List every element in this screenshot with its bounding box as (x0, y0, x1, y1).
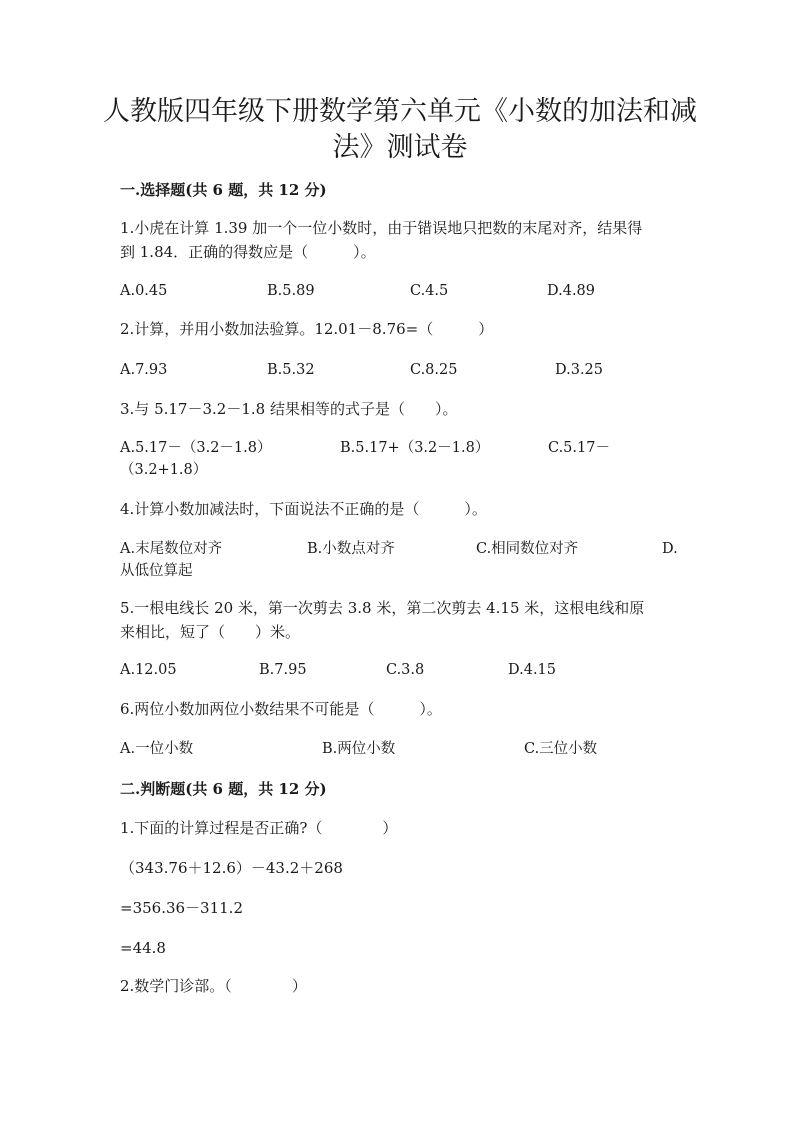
question-6-option-c: C.三位小数 (524, 741, 598, 757)
question-2-line-1: 2.计算，并用小数加法验算。12.01－8.76=（ ） (120, 320, 494, 338)
question-6-option-b: B.两位小数 (322, 741, 396, 757)
question-1-option-c: C.4.5 (410, 283, 449, 299)
question-5-line-1: 5.一根电线长 20 米，第一次剪去 3.8 米，第二次剪去 4.15 米，这根电线和原 (120, 599, 645, 617)
title-line-2: 法》测试卷 (332, 132, 468, 163)
question-2-option-c: C.8.25 (410, 362, 458, 378)
question-5-option-c: C.3.8 (386, 662, 425, 678)
question-3-option-a: A.5.17－（3.2－1.8） (120, 440, 272, 456)
exam-title (80, 94, 720, 166)
question-6-option-a: A.一位小数 (120, 741, 194, 757)
question-4-option-c: C.相同数位对齐 (476, 541, 579, 557)
question-4-option-b: B.小数点对齐 (307, 541, 395, 557)
question-1-option-a: A.0.45 (120, 283, 168, 299)
question-3-option-c: C.5.17－ (548, 440, 610, 456)
question-4-line-1: 4.计算小数加减法时，下面说法不正确的是（ ）。 (120, 500, 487, 518)
judge-question-1-line-3: =44.8 (120, 939, 166, 957)
judge-question-1-line-2: =356.36－311.2 (120, 899, 243, 917)
question-1-option-b: B.5.89 (267, 283, 315, 299)
question-5-option-a: A.12.05 (120, 662, 177, 678)
judge-question-2-stem: 2.数学门诊部。（ ） (120, 977, 307, 995)
judge-question-1-stem: 1.下面的计算过程是否正确?（ ） (120, 819, 398, 837)
question-5-line-2: 来相比，短了（ ）米。 (120, 623, 301, 641)
question-2-option-a: A.7.93 (120, 362, 168, 378)
question-2-option-d: D.3.25 (555, 362, 604, 378)
question-5-option-d: D.4.15 (508, 662, 557, 678)
question-4-option-a: A.末尾数位对齐 (120, 541, 223, 557)
title-line-1: 人教版四年级下册数学第六单元《小数的加法和减 (103, 96, 697, 127)
question-4-option-d-continued: 从低位算起 (120, 563, 193, 579)
question-3-option-c-continued: （3.2+1.8） (120, 462, 208, 478)
question-6-line-1: 6.两位小数加两位小数结果不可能是（ ）。 (120, 700, 442, 718)
question-1-option-d: D.4.89 (547, 283, 596, 299)
question-2-option-b: B.5.32 (267, 362, 315, 378)
section-heading-choice: 一.选择题(共 6 题，共 12 分) (120, 181, 327, 199)
question-4-option-d: D. (662, 541, 678, 557)
question-5-option-b: B.7.95 (259, 662, 307, 678)
judge-question-1-line-1: （343.76＋12.6）－43.2＋268 (120, 859, 343, 877)
question-3-option-b: B.5.17+（3.2－1.8） (340, 440, 490, 456)
question-3-line-1: 3.与 5.17－3.2－1.8 结果相等的式子是（ ）。 (120, 400, 458, 418)
section-heading-judgement: 二.判断题(共 6 题，共 12 分) (120, 780, 327, 798)
question-1-line-2: 到 1.84．正确的得数应是（ ）。 (120, 243, 376, 261)
question-1-line-1: 1.小虎在计算 1.39 加一个一位小数时，由于错误地只把数的末尾对齐，结果得 (120, 219, 643, 237)
